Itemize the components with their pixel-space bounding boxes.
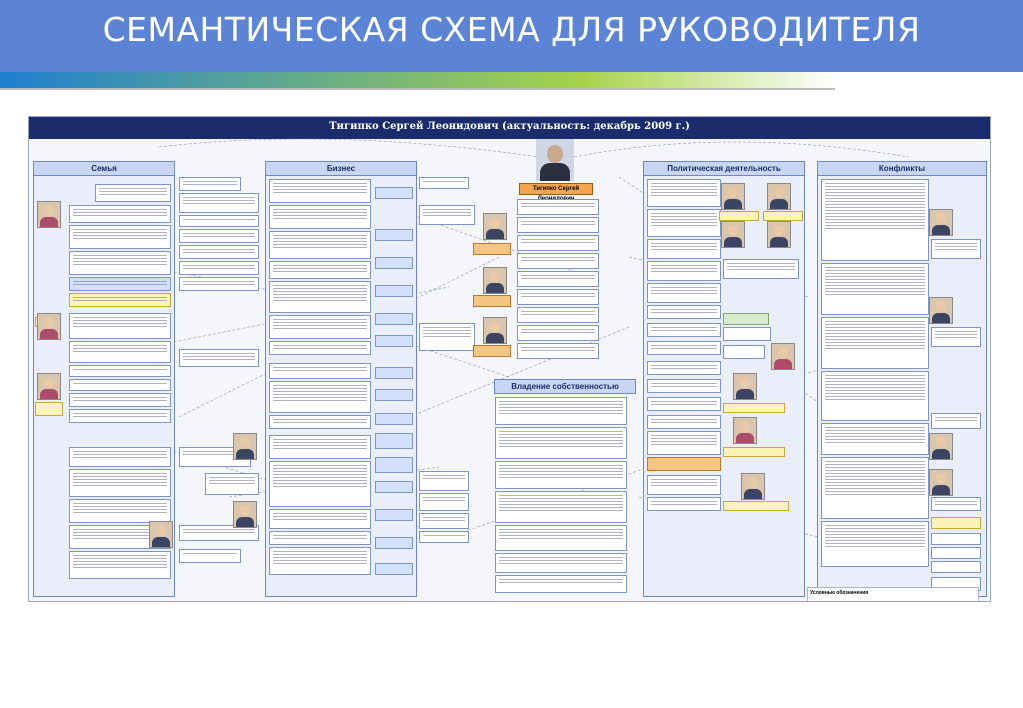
family-member-photo (37, 373, 61, 400)
politics-box (763, 211, 803, 221)
politics-box (723, 501, 789, 511)
family-box (69, 365, 171, 377)
politician-photo (721, 183, 745, 210)
person-photo (483, 213, 507, 240)
conflict-box (931, 561, 981, 573)
person-photo (233, 501, 257, 528)
business-box (269, 315, 371, 339)
family-box (69, 293, 171, 307)
business-box (269, 531, 371, 545)
business-box (375, 481, 413, 493)
business-box (179, 245, 259, 259)
business-box (179, 229, 259, 243)
header-divider (0, 88, 835, 90)
business-box (269, 261, 371, 279)
business-box (269, 381, 371, 413)
family-box (69, 447, 171, 467)
ownership-box (495, 427, 627, 459)
business-box (205, 473, 259, 495)
business-column-heading: Бизнес (266, 162, 416, 176)
poster-title: Тигипко Сергей Леонидович (актуальность: декабрь 2009 г.) (329, 121, 690, 132)
politics-box (647, 497, 721, 511)
family-box (69, 341, 171, 363)
family-box (69, 205, 171, 223)
header-gradient-bar (0, 72, 835, 88)
family-box (69, 551, 171, 579)
family-box (69, 409, 171, 423)
business-box (517, 289, 599, 305)
ownership-box (495, 553, 627, 573)
business-box (517, 325, 599, 341)
business-box (375, 229, 413, 241)
politics-box (723, 345, 765, 359)
business-box (269, 341, 371, 355)
business-box (375, 457, 413, 473)
business-box (375, 335, 413, 347)
family-box (69, 225, 171, 249)
conflict-box (821, 317, 929, 369)
person-photo (483, 267, 507, 294)
politics-box (719, 211, 759, 221)
politics-box (647, 379, 721, 393)
conflict-box (931, 533, 981, 545)
conflict-person-photo (929, 433, 953, 460)
politics-box (647, 415, 721, 429)
ownership-box (495, 575, 627, 593)
family-box (69, 379, 171, 391)
business-box (179, 261, 259, 275)
conflict-box (931, 547, 981, 559)
conflict-box (931, 239, 981, 259)
slide-header (0, 0, 1023, 72)
person-photo (483, 317, 507, 344)
business-box (419, 513, 469, 529)
business-box (179, 349, 259, 367)
family-column-heading: Семья (34, 162, 174, 176)
business-box (375, 509, 413, 521)
business-box (269, 179, 371, 203)
politics-box (647, 239, 721, 259)
business-box (473, 345, 511, 357)
conflict-box (931, 327, 981, 347)
center-person-name: Тигипко Сергей (519, 183, 593, 195)
politics-box (723, 447, 785, 457)
business-box (179, 215, 259, 227)
conflict-box (821, 179, 929, 261)
politician-photo (767, 183, 791, 210)
family-member-photo (37, 313, 61, 340)
slide-title: СЕМАНТИЧЕСКАЯ СХЕМА ДЛЯ РУКОВОДИТЕЛЯ (102, 10, 921, 49)
business-box (517, 235, 599, 251)
family-box (35, 402, 63, 416)
conflicts-column-heading: Конфликты (818, 162, 986, 176)
business-box (375, 257, 413, 269)
politician-photo (721, 221, 745, 248)
ownership-box (495, 491, 627, 523)
family-box (69, 313, 171, 339)
politics-box (647, 397, 721, 411)
conflict-box (821, 371, 929, 421)
business-box (269, 231, 371, 259)
business-box (419, 531, 469, 543)
business-box (375, 433, 413, 449)
politician-photo (733, 373, 757, 400)
politics-box (647, 305, 721, 319)
family-box (69, 393, 171, 407)
conflict-box (821, 521, 929, 567)
business-box (375, 367, 413, 379)
business-box (375, 413, 413, 425)
ownership-section-heading: Владение собственностью (494, 379, 636, 394)
business-box (517, 343, 599, 359)
ownership-box (495, 397, 627, 425)
politics-box (647, 323, 721, 337)
business-box (269, 509, 371, 529)
politician-photo (733, 417, 757, 444)
politics-box (647, 283, 721, 303)
business-box (419, 471, 469, 491)
legend-title: Условные обозначения (810, 590, 869, 596)
business-box (269, 205, 371, 229)
business-box (419, 323, 475, 351)
family-box (69, 499, 171, 523)
conflict-person-photo (929, 469, 953, 496)
conflict-box (821, 263, 929, 315)
politics-box (723, 327, 771, 341)
business-box (517, 199, 599, 215)
politics-box (647, 457, 721, 471)
family-box (69, 277, 171, 291)
business-box (375, 389, 413, 401)
family-box (95, 184, 171, 202)
politics-box (647, 341, 721, 355)
business-box (375, 187, 413, 199)
ownership-box (495, 461, 627, 489)
business-box (473, 243, 511, 255)
business-box (269, 363, 371, 379)
business-box (517, 307, 599, 323)
politician-photo (741, 473, 765, 500)
business-box (269, 435, 371, 459)
business-box (517, 253, 599, 269)
business-box (375, 563, 413, 575)
business-box (517, 271, 599, 287)
family-box (69, 251, 171, 275)
ownership-box (495, 525, 627, 551)
politics-box (647, 431, 721, 455)
business-box (375, 537, 413, 549)
semantic-diagram-poster (28, 116, 991, 602)
politics-box (647, 209, 721, 237)
person-photo (233, 433, 257, 460)
politics-box (647, 475, 721, 495)
business-box (375, 285, 413, 297)
business-box (179, 177, 241, 191)
politics-box (647, 179, 721, 207)
family-member-photo (149, 521, 173, 548)
politics-box (723, 313, 769, 325)
politician-photo (767, 221, 791, 248)
conflict-person-photo (929, 297, 953, 324)
business-box (269, 547, 371, 575)
business-box (517, 217, 599, 233)
politics-box (647, 261, 721, 281)
business-box (269, 415, 371, 429)
family-member-photo (37, 201, 61, 228)
conflict-box (821, 457, 929, 519)
business-box (375, 313, 413, 325)
politics-box (647, 361, 721, 375)
conflict-person-photo (929, 209, 953, 236)
conflict-box (931, 413, 981, 429)
business-box (419, 493, 469, 511)
business-box (419, 177, 469, 189)
legend (807, 587, 979, 602)
center-person-photo (536, 139, 574, 181)
family-box (69, 469, 171, 497)
business-box (269, 461, 371, 507)
politics-box (723, 403, 785, 413)
business-box (473, 295, 511, 307)
business-box (419, 205, 475, 225)
politics-box (723, 259, 799, 279)
conflict-box (821, 423, 929, 455)
politician-photo (771, 343, 795, 370)
conflict-box (931, 497, 981, 511)
business-box (179, 193, 259, 213)
business-box (179, 277, 259, 291)
business-box (179, 549, 241, 563)
business-box (269, 281, 371, 313)
conflict-box (931, 517, 981, 529)
politics-column-heading: Политическая деятельность (644, 162, 804, 176)
